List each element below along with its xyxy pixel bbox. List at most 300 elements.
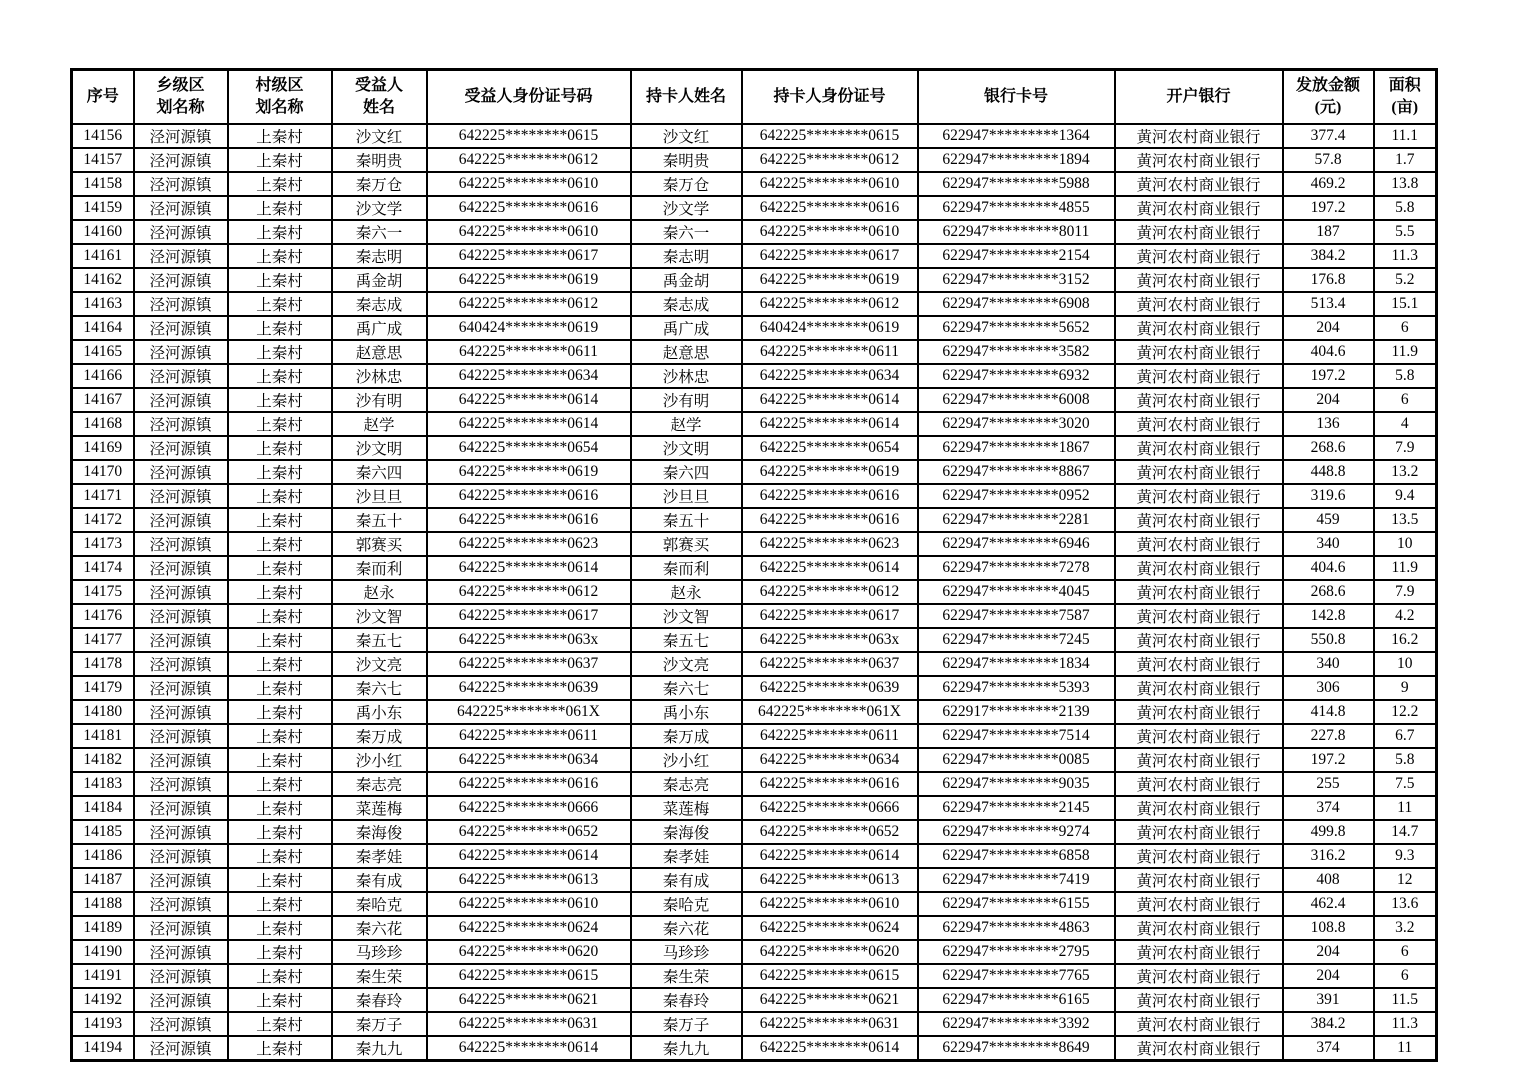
cell-village: 上秦村	[228, 604, 332, 628]
subsidy-disbursement-table	[70, 68, 1438, 1062]
cell-beneficiary-name: 秦生荣	[332, 964, 427, 988]
cell-card-number: 622947*********5988	[918, 172, 1115, 196]
cell-bank: 黄河农村商业银行	[1115, 772, 1283, 796]
cell-cardholder-id: 642225********0634	[742, 364, 918, 388]
table-row	[72, 508, 1437, 532]
cell-village: 上秦村	[228, 268, 332, 292]
cell-cardholder-id: 642225********0617	[742, 604, 918, 628]
cell-cardholder-name: 秦而利	[631, 556, 742, 580]
cell-village: 上秦村	[228, 892, 332, 916]
cell-area: 4.2	[1374, 604, 1437, 628]
cell-seq: 14158	[72, 172, 134, 196]
cell-bank: 黄河农村商业银行	[1115, 844, 1283, 868]
header-label: 银行卡号	[983, 87, 1048, 105]
cell-seq: 14172	[72, 508, 134, 532]
cell-township: 泾河源镇	[134, 820, 228, 844]
cell-area: 16.2	[1374, 628, 1437, 652]
cell-area: 1.7	[1374, 148, 1437, 172]
cell-area: 11.9	[1374, 556, 1437, 580]
cell-bank: 黄河农村商业银行	[1115, 340, 1283, 364]
cell-cardholder-id: 642225********0621	[742, 988, 918, 1012]
cell-card-number: 622947*********3152	[918, 268, 1115, 292]
cell-beneficiary-id: 642225********0620	[427, 940, 631, 964]
cell-township: 泾河源镇	[134, 532, 228, 556]
cell-amount: 340	[1283, 532, 1374, 556]
cell-seq: 14182	[72, 748, 134, 772]
cell-village: 上秦村	[228, 244, 332, 268]
cell-card-number: 622947*********7419	[918, 868, 1115, 892]
table-row	[72, 676, 1437, 700]
cell-village: 上秦村	[228, 220, 332, 244]
cell-cardholder-name: 秦明贵	[631, 148, 742, 172]
cell-amount: 268.6	[1283, 436, 1374, 460]
cell-beneficiary-name: 秦志亮	[332, 772, 427, 796]
cell-cardholder-name: 沙小红	[631, 748, 742, 772]
table-row	[72, 916, 1437, 940]
cell-amount: 142.8	[1283, 604, 1374, 628]
cell-seq: 14177	[72, 628, 134, 652]
cell-village: 上秦村	[228, 772, 332, 796]
cell-card-number: 622947*********4045	[918, 580, 1115, 604]
cell-beneficiary-id: 642225********0652	[427, 820, 631, 844]
table-row	[72, 244, 1437, 268]
cell-village: 上秦村	[228, 844, 332, 868]
cell-amount: 408	[1283, 868, 1374, 892]
cell-bank: 黄河农村商业银行	[1115, 916, 1283, 940]
cell-beneficiary-id: 642225********0615	[427, 964, 631, 988]
cell-cardholder-name: 秦哈克	[631, 892, 742, 916]
table-row	[72, 772, 1437, 796]
cell-beneficiary-name: 沙文明	[332, 436, 427, 460]
cell-amount: 197.2	[1283, 196, 1374, 220]
cell-township: 泾河源镇	[134, 364, 228, 388]
table-row	[72, 340, 1437, 364]
cell-area: 6	[1374, 940, 1437, 964]
cell-cardholder-id: 642225********0666	[742, 796, 918, 820]
table-row	[72, 988, 1437, 1012]
cell-bank: 黄河农村商业银行	[1115, 196, 1283, 220]
cell-cardholder-name: 沙旦旦	[631, 484, 742, 508]
table-row	[72, 820, 1437, 844]
cell-amount: 550.8	[1283, 628, 1374, 652]
cell-beneficiary-name: 沙文红	[332, 124, 427, 148]
cell-beneficiary-name: 沙有明	[332, 388, 427, 412]
cell-amount: 499.8	[1283, 820, 1374, 844]
cell-cardholder-name: 沙文学	[631, 196, 742, 220]
cell-seq: 14181	[72, 724, 134, 748]
cell-amount: 340	[1283, 652, 1374, 676]
cell-beneficiary-name: 马珍珍	[332, 940, 427, 964]
cell-seq: 14165	[72, 340, 134, 364]
cell-amount: 187	[1283, 220, 1374, 244]
cell-beneficiary-name: 赵意思	[332, 340, 427, 364]
cell-area: 9	[1374, 676, 1437, 700]
cell-bank: 黄河农村商业银行	[1115, 676, 1283, 700]
column-header-township	[134, 70, 228, 125]
cell-amount: 414.8	[1283, 700, 1374, 724]
cell-cardholder-id: 642225********0610	[742, 172, 918, 196]
cell-amount: 404.6	[1283, 340, 1374, 364]
cell-cardholder-name: 沙文亮	[631, 652, 742, 676]
cell-bank: 黄河农村商业银行	[1115, 172, 1283, 196]
cell-seq: 14191	[72, 964, 134, 988]
table-row	[72, 220, 1437, 244]
cell-cardholder-id: 642225********0616	[742, 508, 918, 532]
cell-area: 5.5	[1374, 220, 1437, 244]
cell-area: 14.7	[1374, 820, 1437, 844]
table-body	[72, 124, 1437, 1061]
cell-village: 上秦村	[228, 940, 332, 964]
cell-cardholder-id: 642225********0614	[742, 1036, 918, 1061]
cell-seq: 14161	[72, 244, 134, 268]
cell-seq: 14185	[72, 820, 134, 844]
cell-card-number: 622947*********9035	[918, 772, 1115, 796]
cell-cardholder-name: 秦六一	[631, 220, 742, 244]
cell-village: 上秦村	[228, 532, 332, 556]
cell-township: 泾河源镇	[134, 292, 228, 316]
cell-area: 12	[1374, 868, 1437, 892]
table-row	[72, 1036, 1437, 1061]
cell-card-number: 622947*********6946	[918, 532, 1115, 556]
cell-township: 泾河源镇	[134, 604, 228, 628]
cell-village: 上秦村	[228, 292, 332, 316]
cell-area: 7.9	[1374, 580, 1437, 604]
cell-beneficiary-name: 秦哈克	[332, 892, 427, 916]
cell-cardholder-id: 642225********0615	[742, 964, 918, 988]
cell-bank: 黄河农村商业银行	[1115, 292, 1283, 316]
cell-beneficiary-id: 642225********0611	[427, 340, 631, 364]
cell-card-number: 622947*********7765	[918, 964, 1115, 988]
table-row	[72, 700, 1437, 724]
cell-beneficiary-id: 642225********0616	[427, 196, 631, 220]
cell-cardholder-id: 642225********061X	[742, 700, 918, 724]
cell-area: 13.5	[1374, 508, 1437, 532]
column-header-cardholder-id	[742, 70, 918, 125]
cell-beneficiary-name: 沙文学	[332, 196, 427, 220]
cell-beneficiary-name: 秦万仓	[332, 172, 427, 196]
cell-cardholder-id: 642225********0616	[742, 772, 918, 796]
cell-cardholder-name: 禹金胡	[631, 268, 742, 292]
column-header-cardholder-name	[631, 70, 742, 125]
cell-card-number: 622947*********2795	[918, 940, 1115, 964]
cell-beneficiary-id: 642225********0612	[427, 580, 631, 604]
table-row	[72, 580, 1437, 604]
cell-card-number: 622947*********7514	[918, 724, 1115, 748]
cell-cardholder-name: 秦海俊	[631, 820, 742, 844]
cell-beneficiary-name: 秦万成	[332, 724, 427, 748]
cell-card-number: 622947*********1834	[918, 652, 1115, 676]
cell-bank: 黄河农村商业银行	[1115, 604, 1283, 628]
cell-amount: 136	[1283, 412, 1374, 436]
column-header-amount	[1283, 70, 1374, 125]
cell-card-number: 622947*********7278	[918, 556, 1115, 580]
cell-cardholder-id: 642225********0634	[742, 748, 918, 772]
cell-bank: 黄河农村商业银行	[1115, 652, 1283, 676]
cell-cardholder-name: 秦九九	[631, 1036, 742, 1061]
cell-township: 泾河源镇	[134, 772, 228, 796]
cell-seq: 14183	[72, 772, 134, 796]
table-row	[72, 172, 1437, 196]
cell-card-number: 622947*********6908	[918, 292, 1115, 316]
cell-area: 7.5	[1374, 772, 1437, 796]
cell-beneficiary-id: 642225********0611	[427, 724, 631, 748]
cell-card-number: 622947*********8867	[918, 460, 1115, 484]
cell-cardholder-id: 642225********0620	[742, 940, 918, 964]
cell-amount: 384.2	[1283, 1012, 1374, 1036]
cell-area: 10	[1374, 652, 1437, 676]
cell-village: 上秦村	[228, 412, 332, 436]
table-row	[72, 724, 1437, 748]
table-row	[72, 1012, 1437, 1036]
cell-beneficiary-id: 642225********0613	[427, 868, 631, 892]
table-row	[72, 268, 1437, 292]
cell-cardholder-id: 642225********0624	[742, 916, 918, 940]
cell-bank: 黄河农村商业银行	[1115, 892, 1283, 916]
cell-beneficiary-id: 642225********063x	[427, 628, 631, 652]
cell-card-number: 622947*********4855	[918, 196, 1115, 220]
cell-amount: 404.6	[1283, 556, 1374, 580]
cell-area: 15.1	[1374, 292, 1437, 316]
cell-township: 泾河源镇	[134, 796, 228, 820]
cell-village: 上秦村	[228, 700, 332, 724]
cell-bank: 黄河农村商业银行	[1115, 1012, 1283, 1036]
header-label: 乡级区	[156, 76, 205, 94]
column-header-card-number	[918, 70, 1115, 125]
cell-beneficiary-name: 秦而利	[332, 556, 427, 580]
cell-cardholder-id: 642225********0619	[742, 460, 918, 484]
table-header	[72, 70, 1437, 125]
cell-seq: 14162	[72, 268, 134, 292]
cell-cardholder-id: 642225********0612	[742, 148, 918, 172]
cell-township: 泾河源镇	[134, 172, 228, 196]
header-label: 受益人身份证号码	[464, 87, 593, 105]
cell-village: 上秦村	[228, 1012, 332, 1036]
cell-township: 泾河源镇	[134, 244, 228, 268]
cell-seq: 14189	[72, 916, 134, 940]
cell-seq: 14179	[72, 676, 134, 700]
cell-village: 上秦村	[228, 652, 332, 676]
cell-township: 泾河源镇	[134, 412, 228, 436]
cell-township: 泾河源镇	[134, 652, 228, 676]
table-row	[72, 628, 1437, 652]
cell-beneficiary-name: 秦有成	[332, 868, 427, 892]
cell-seq: 14184	[72, 796, 134, 820]
cell-township: 泾河源镇	[134, 1036, 228, 1061]
cell-bank: 黄河农村商业银行	[1115, 148, 1283, 172]
cell-area: 11	[1374, 796, 1437, 820]
cell-area: 11.5	[1374, 988, 1437, 1012]
cell-cardholder-name: 秦万成	[631, 724, 742, 748]
cell-seq: 14187	[72, 868, 134, 892]
cell-cardholder-id: 642225********0614	[742, 844, 918, 868]
table-row	[72, 532, 1437, 556]
cell-beneficiary-name: 禹广成	[332, 316, 427, 340]
cell-beneficiary-id: 642225********0637	[427, 652, 631, 676]
cell-area: 10	[1374, 532, 1437, 556]
cell-amount: 255	[1283, 772, 1374, 796]
cell-cardholder-id: 642225********0619	[742, 268, 918, 292]
cell-township: 泾河源镇	[134, 196, 228, 220]
cell-cardholder-id: 640424********0619	[742, 316, 918, 340]
cell-beneficiary-id: 642225********0614	[427, 844, 631, 868]
cell-township: 泾河源镇	[134, 916, 228, 940]
cell-seq: 14180	[72, 700, 134, 724]
cell-card-number: 622947*********2281	[918, 508, 1115, 532]
cell-beneficiary-name: 郭赛买	[332, 532, 427, 556]
cell-township: 泾河源镇	[134, 964, 228, 988]
cell-beneficiary-id: 642225********0619	[427, 460, 631, 484]
cell-beneficiary-id: 642225********0612	[427, 148, 631, 172]
cell-beneficiary-id: 642225********0639	[427, 676, 631, 700]
cell-seq: 14175	[72, 580, 134, 604]
cell-amount: 459	[1283, 508, 1374, 532]
cell-cardholder-id: 642225********0639	[742, 676, 918, 700]
cell-cardholder-name: 秦万仓	[631, 172, 742, 196]
cell-seq: 14159	[72, 196, 134, 220]
cell-area: 9.4	[1374, 484, 1437, 508]
cell-cardholder-id: 642225********0612	[742, 292, 918, 316]
column-header-seq	[72, 70, 134, 125]
table-row	[72, 892, 1437, 916]
cell-bank: 黄河农村商业银行	[1115, 700, 1283, 724]
table-row	[72, 868, 1437, 892]
cell-township: 泾河源镇	[134, 436, 228, 460]
cell-township: 泾河源镇	[134, 1012, 228, 1036]
cell-amount: 204	[1283, 940, 1374, 964]
cell-beneficiary-id: 642225********0615	[427, 124, 631, 148]
cell-beneficiary-id: 642225********0610	[427, 220, 631, 244]
cell-seq: 14188	[72, 892, 134, 916]
cell-amount: 268.6	[1283, 580, 1374, 604]
cell-township: 泾河源镇	[134, 844, 228, 868]
cell-area: 9.3	[1374, 844, 1437, 868]
table-row	[72, 460, 1437, 484]
cell-amount: 319.6	[1283, 484, 1374, 508]
cell-area: 4	[1374, 412, 1437, 436]
cell-beneficiary-id: 642225********0634	[427, 748, 631, 772]
cell-beneficiary-id: 642225********0624	[427, 916, 631, 940]
cell-bank: 黄河农村商业银行	[1115, 508, 1283, 532]
cell-card-number: 622917*********2139	[918, 700, 1115, 724]
cell-cardholder-name: 秦六七	[631, 676, 742, 700]
cell-beneficiary-name: 沙文智	[332, 604, 427, 628]
cell-card-number: 622947*********7587	[918, 604, 1115, 628]
cell-cardholder-name: 秦孝娃	[631, 844, 742, 868]
cell-area: 11.3	[1374, 244, 1437, 268]
cell-beneficiary-name: 秦九九	[332, 1036, 427, 1061]
cell-area: 7.9	[1374, 436, 1437, 460]
cell-cardholder-name: 秦志成	[631, 292, 742, 316]
cell-area: 13.2	[1374, 460, 1437, 484]
cell-cardholder-id: 642225********0611	[742, 340, 918, 364]
cell-area: 5.2	[1374, 268, 1437, 292]
cell-cardholder-id: 642225********0654	[742, 436, 918, 460]
cell-seq: 14174	[72, 556, 134, 580]
cell-card-number: 622947*********3392	[918, 1012, 1115, 1036]
table-row	[72, 316, 1437, 340]
cell-cardholder-id: 642225********0613	[742, 868, 918, 892]
cell-village: 上秦村	[228, 964, 332, 988]
cell-area: 13.6	[1374, 892, 1437, 916]
cell-township: 泾河源镇	[134, 508, 228, 532]
cell-cardholder-name: 秦志亮	[631, 772, 742, 796]
cell-cardholder-id: 642225********0614	[742, 556, 918, 580]
cell-seq: 14157	[72, 148, 134, 172]
cell-beneficiary-name: 秦春玲	[332, 988, 427, 1012]
cell-bank: 黄河农村商业银行	[1115, 220, 1283, 244]
table-row	[72, 196, 1437, 220]
cell-cardholder-id: 642225********0612	[742, 580, 918, 604]
cell-amount: 513.4	[1283, 292, 1374, 316]
cell-beneficiary-name: 秦志成	[332, 292, 427, 316]
cell-beneficiary-id: 642225********0634	[427, 364, 631, 388]
cell-seq: 14190	[72, 940, 134, 964]
cell-township: 泾河源镇	[134, 892, 228, 916]
cell-village: 上秦村	[228, 580, 332, 604]
table-row	[72, 388, 1437, 412]
cell-cardholder-id: 642225********0615	[742, 124, 918, 148]
cell-seq: 14170	[72, 460, 134, 484]
cell-cardholder-id: 642225********0637	[742, 652, 918, 676]
cell-amount: 384.2	[1283, 244, 1374, 268]
table-row	[72, 796, 1437, 820]
cell-beneficiary-id: 642225********0631	[427, 1012, 631, 1036]
header-label: 发放金额	[1295, 76, 1360, 94]
cell-cardholder-id: 642225********0631	[742, 1012, 918, 1036]
header-label: 受益人	[354, 76, 403, 94]
cell-beneficiary-id: 642225********061X	[427, 700, 631, 724]
cell-card-number: 622947*********5652	[918, 316, 1115, 340]
cell-cardholder-name: 秦六四	[631, 460, 742, 484]
header-label: 姓名	[362, 99, 395, 116]
cell-amount: 316.2	[1283, 844, 1374, 868]
cell-cardholder-name: 沙文智	[631, 604, 742, 628]
cell-bank: 黄河农村商业银行	[1115, 964, 1283, 988]
cell-seq: 14193	[72, 1012, 134, 1036]
cell-bank: 黄河农村商业银行	[1115, 436, 1283, 460]
cell-cardholder-name: 秦五七	[631, 628, 742, 652]
cell-bank: 黄河农村商业银行	[1115, 268, 1283, 292]
cell-bank: 黄河农村商业银行	[1115, 460, 1283, 484]
cell-bank: 黄河农村商业银行	[1115, 532, 1283, 556]
cell-beneficiary-id: 642225********0612	[427, 292, 631, 316]
table-row	[72, 940, 1437, 964]
header-label: 村级区	[255, 76, 304, 94]
cell-beneficiary-id: 642225********0614	[427, 556, 631, 580]
cell-card-number: 622947*********8649	[918, 1036, 1115, 1061]
cell-area: 12.2	[1374, 700, 1437, 724]
cell-beneficiary-name: 沙小红	[332, 748, 427, 772]
cell-beneficiary-id: 642225********0666	[427, 796, 631, 820]
cell-village: 上秦村	[228, 988, 332, 1012]
cell-seq: 14192	[72, 988, 134, 1012]
cell-amount: 462.4	[1283, 892, 1374, 916]
cell-township: 泾河源镇	[134, 220, 228, 244]
cell-bank: 黄河农村商业银行	[1115, 364, 1283, 388]
cell-bank: 黄河农村商业银行	[1115, 412, 1283, 436]
cell-seq: 14168	[72, 412, 134, 436]
cell-bank: 黄河农村商业银行	[1115, 748, 1283, 772]
cell-beneficiary-id: 642225********0614	[427, 388, 631, 412]
cell-cardholder-name: 郭赛买	[631, 532, 742, 556]
cell-bank: 黄河农村商业银行	[1115, 868, 1283, 892]
cell-township: 泾河源镇	[134, 388, 228, 412]
cell-area: 11.9	[1374, 340, 1437, 364]
cell-bank: 黄河农村商业银行	[1115, 1036, 1283, 1061]
cell-area: 11.1	[1374, 124, 1437, 148]
header-label: (元)	[1314, 99, 1342, 116]
cell-cardholder-name: 沙文红	[631, 124, 742, 148]
